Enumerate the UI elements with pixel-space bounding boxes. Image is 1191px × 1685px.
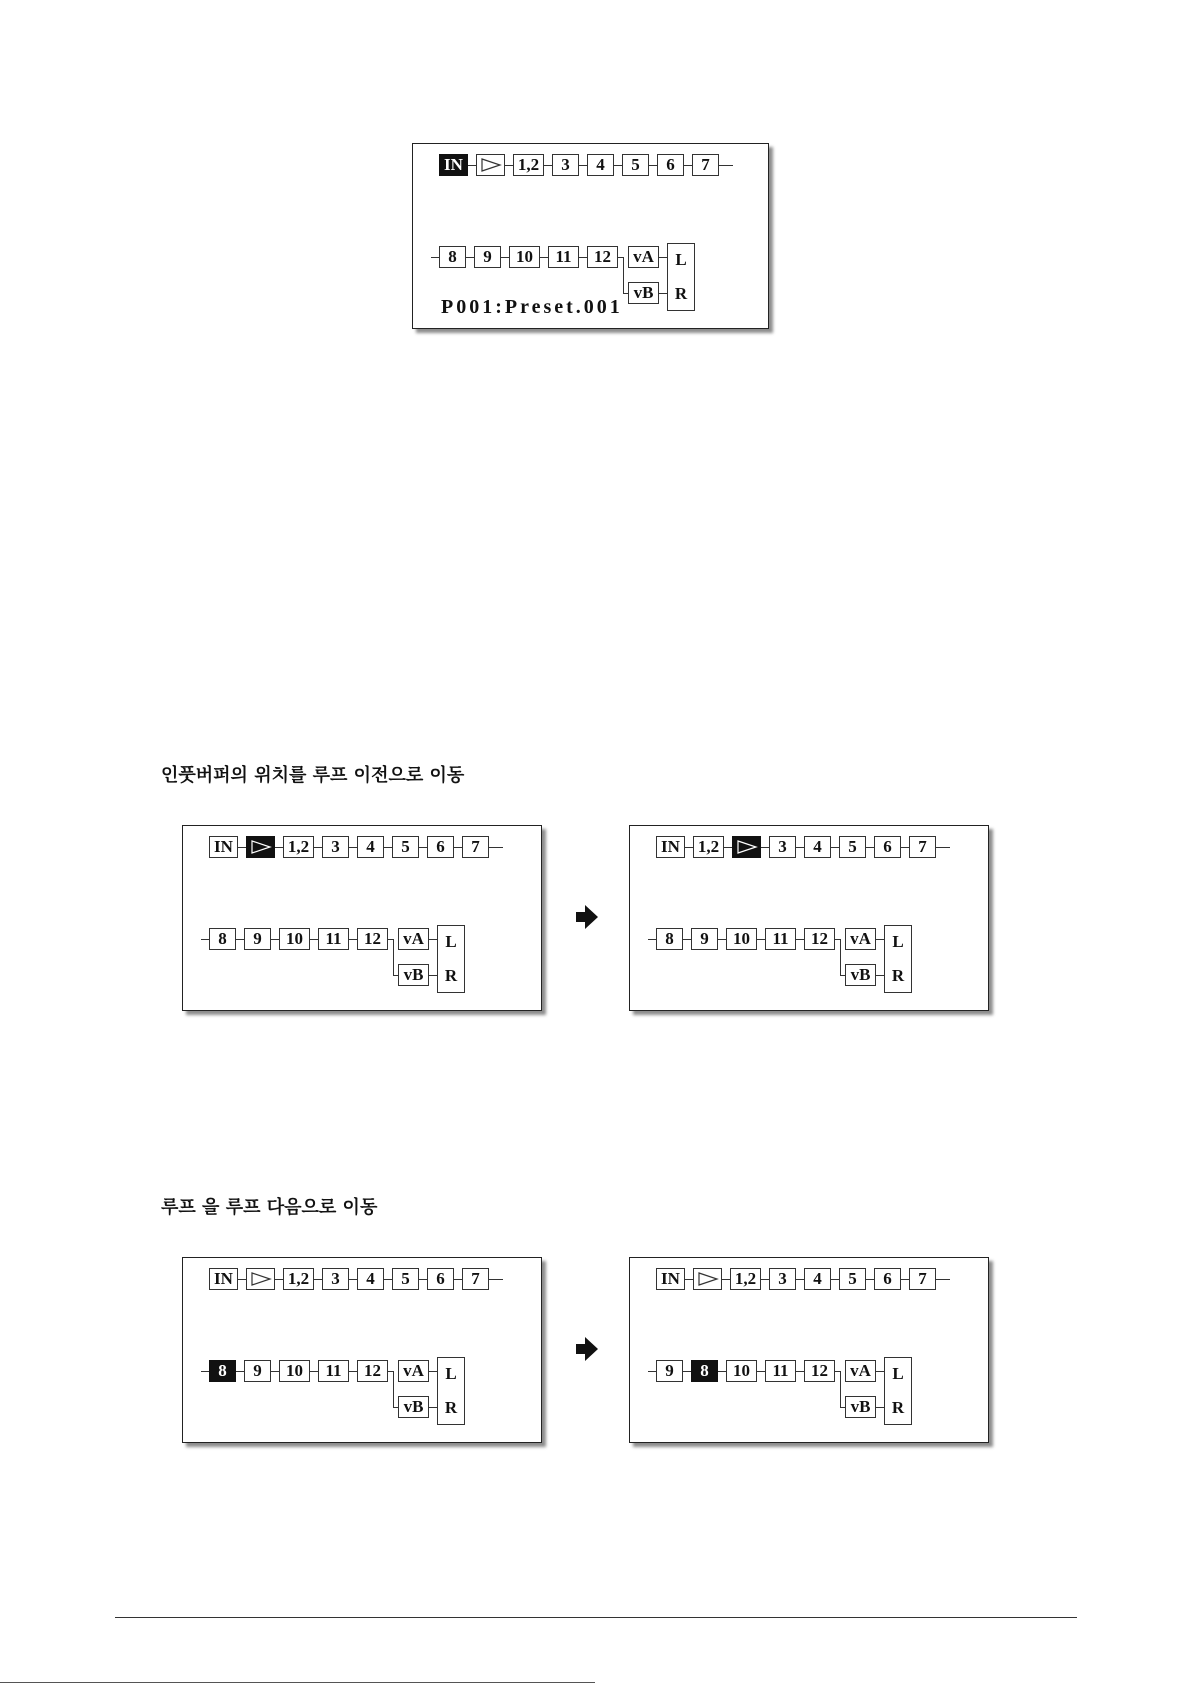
effect-block: 10	[726, 1360, 757, 1382]
effect-block: 7	[692, 154, 719, 176]
preset-name: P001:Preset.001	[441, 296, 623, 318]
effect-block: 12	[587, 246, 618, 268]
effect-block: 9	[474, 246, 501, 268]
effect-block: IN	[439, 154, 468, 176]
effect-block: 11	[548, 246, 579, 268]
wire	[796, 939, 804, 940]
output-lr-box	[884, 925, 912, 993]
wire	[349, 939, 357, 940]
wire	[429, 1407, 437, 1408]
wire	[649, 165, 657, 166]
lcd-screen-after-1	[629, 825, 989, 1011]
effect-block: 5	[839, 836, 866, 858]
wire	[271, 939, 279, 940]
wire	[579, 165, 587, 166]
effect-block: 9	[244, 928, 271, 950]
wire	[468, 165, 476, 166]
effect-block: 9	[691, 928, 718, 950]
amp-buffer-icon	[246, 1268, 275, 1290]
wire	[505, 165, 513, 166]
wire	[866, 847, 874, 848]
wire	[310, 1371, 318, 1372]
wire	[724, 847, 732, 848]
wire	[831, 847, 839, 848]
wire	[757, 1371, 765, 1372]
effect-block: 8	[209, 1360, 236, 1382]
effect-block: 4	[357, 836, 384, 858]
output-r-label: R	[444, 966, 458, 985]
effect-block: 12	[804, 1360, 835, 1382]
wire	[831, 1279, 839, 1280]
effect-block: 10	[726, 928, 757, 950]
wire	[614, 165, 622, 166]
effect-block: 3	[769, 1268, 796, 1290]
wire	[761, 847, 769, 848]
wire	[429, 939, 437, 940]
effect-block: 8	[209, 928, 236, 950]
lcd-screen-before-2	[182, 1257, 542, 1443]
wire	[314, 1279, 322, 1280]
effect-block: 1,2	[693, 836, 724, 858]
output-r-label: R	[444, 1398, 458, 1417]
wire	[659, 257, 667, 258]
wire	[201, 939, 209, 940]
wire	[876, 975, 884, 976]
effect-block: 5	[839, 1268, 866, 1290]
wire	[349, 1371, 357, 1372]
effect-block: 4	[804, 836, 831, 858]
output-lr-box	[437, 1357, 465, 1425]
effect-block: 3	[769, 836, 796, 858]
wire	[393, 1371, 394, 1407]
wire	[936, 847, 950, 848]
footer-rule-thin	[0, 1682, 595, 1683]
output-l-label: L	[892, 1364, 904, 1383]
wire	[419, 1279, 427, 1280]
effect-block: vB	[398, 964, 429, 986]
wire	[466, 257, 474, 258]
wire	[796, 847, 804, 848]
effect-block: 12	[357, 928, 388, 950]
output-lr-box	[884, 1357, 912, 1425]
lcd-screen-before-1	[182, 825, 542, 1011]
wire	[314, 847, 322, 848]
effect-block: vA	[845, 1360, 876, 1382]
wire	[419, 847, 427, 848]
output-l-label: L	[445, 932, 457, 951]
effect-block: 4	[357, 1268, 384, 1290]
output-r-label: R	[891, 1398, 905, 1417]
wire	[238, 1279, 246, 1280]
arrow-right-icon	[576, 905, 598, 934]
wire	[489, 847, 503, 848]
wire	[901, 847, 909, 848]
wire	[901, 1279, 909, 1280]
effect-block: 8	[439, 246, 466, 268]
wire	[796, 1371, 804, 1372]
wire	[659, 293, 667, 294]
wire	[623, 257, 624, 293]
wire	[393, 939, 394, 975]
arrow-right-icon	[576, 1337, 598, 1366]
effect-block: 1,2	[283, 836, 314, 858]
wire	[719, 165, 733, 166]
wire	[544, 165, 552, 166]
effect-block: 9	[244, 1360, 271, 1382]
wire	[757, 939, 765, 940]
effect-block: vA	[845, 928, 876, 950]
lcd-screen-after-2	[629, 1257, 989, 1443]
wire	[201, 1371, 209, 1372]
effect-block: 6	[874, 1268, 901, 1290]
wire	[876, 1371, 884, 1372]
wire	[429, 975, 437, 976]
wire	[310, 939, 318, 940]
wire	[684, 165, 692, 166]
wire	[349, 1279, 357, 1280]
wire	[840, 939, 841, 975]
effect-block: 8	[691, 1360, 718, 1382]
effect-block: 1,2	[730, 1268, 761, 1290]
output-r-label: R	[891, 966, 905, 985]
effect-block: 12	[357, 1360, 388, 1382]
effect-block: 11	[318, 928, 349, 950]
output-lr-box	[437, 925, 465, 993]
effect-block: 3	[322, 836, 349, 858]
effect-block: 6	[874, 836, 901, 858]
effect-block: 8	[656, 928, 683, 950]
effect-block: 10	[279, 928, 310, 950]
effect-block: 11	[765, 928, 796, 950]
wire	[431, 257, 439, 258]
effect-block: 1,2	[513, 154, 544, 176]
effect-block: 3	[552, 154, 579, 176]
wire	[866, 1279, 874, 1280]
effect-block: 1,2	[283, 1268, 314, 1290]
effect-block: 7	[909, 1268, 936, 1290]
output-l-label: L	[892, 932, 904, 951]
effect-block: IN	[209, 836, 238, 858]
wire	[384, 1279, 392, 1280]
wire	[236, 1371, 244, 1372]
wire	[796, 1279, 804, 1280]
effect-block: 10	[279, 1360, 310, 1382]
effect-block: vB	[398, 1396, 429, 1418]
wire	[501, 257, 509, 258]
output-l-label: L	[675, 250, 687, 269]
amp-buffer-icon	[476, 154, 505, 176]
wire	[876, 939, 884, 940]
wire	[540, 257, 548, 258]
section-heading-2: 루프 을 루프 다음으로 이동	[161, 1197, 378, 1218]
effect-block: vA	[398, 928, 429, 950]
wire	[683, 939, 691, 940]
wire	[685, 1279, 693, 1280]
wire	[722, 1279, 730, 1280]
wire	[238, 847, 246, 848]
effect-block: 6	[427, 1268, 454, 1290]
effect-block: 12	[804, 928, 835, 950]
amp-buffer-icon	[693, 1268, 722, 1290]
wire	[454, 1279, 462, 1280]
wire	[349, 847, 357, 848]
effect-block: 7	[909, 836, 936, 858]
wire	[718, 939, 726, 940]
wire	[648, 1371, 656, 1372]
wire	[718, 1371, 726, 1372]
effect-block: 7	[462, 836, 489, 858]
wire	[275, 847, 283, 848]
wire	[454, 847, 462, 848]
effect-block: 11	[765, 1360, 796, 1382]
effect-block: IN	[656, 1268, 685, 1290]
lcd-screen-main	[412, 143, 769, 329]
effect-block: 10	[509, 246, 540, 268]
effect-block: 7	[462, 1268, 489, 1290]
effect-block: 4	[587, 154, 614, 176]
effect-block: 6	[427, 836, 454, 858]
wire	[685, 847, 693, 848]
effect-block: 5	[392, 836, 419, 858]
effect-block: 9	[656, 1360, 683, 1382]
wire	[236, 939, 244, 940]
amp-buffer-icon	[732, 836, 761, 858]
effect-block: IN	[209, 1268, 238, 1290]
wire	[384, 847, 392, 848]
effect-block: vB	[845, 1396, 876, 1418]
effect-block: 5	[622, 154, 649, 176]
wire	[579, 257, 587, 258]
wire	[936, 1279, 950, 1280]
effect-block: IN	[656, 836, 685, 858]
effect-block: 4	[804, 1268, 831, 1290]
effect-block: 3	[322, 1268, 349, 1290]
footer-rule	[115, 1617, 1077, 1618]
wire	[271, 1371, 279, 1372]
wire	[489, 1279, 503, 1280]
effect-block: 11	[318, 1360, 349, 1382]
effect-block: vA	[398, 1360, 429, 1382]
wire	[840, 1371, 841, 1407]
wire	[761, 1279, 769, 1280]
wire	[429, 1371, 437, 1372]
wire	[876, 1407, 884, 1408]
wire	[275, 1279, 283, 1280]
output-lr-box	[667, 243, 695, 311]
effect-block: vB	[628, 282, 659, 304]
effect-block: 6	[657, 154, 684, 176]
output-l-label: L	[445, 1364, 457, 1383]
wire	[683, 1371, 691, 1372]
output-r-label: R	[674, 284, 688, 303]
effect-block: vB	[845, 964, 876, 986]
effect-block: vA	[628, 246, 659, 268]
section-heading-1: 인풋버퍼의 위치를 루프 이전으로 이동	[161, 765, 465, 786]
amp-buffer-icon	[246, 836, 275, 858]
wire	[648, 939, 656, 940]
effect-block: 5	[392, 1268, 419, 1290]
